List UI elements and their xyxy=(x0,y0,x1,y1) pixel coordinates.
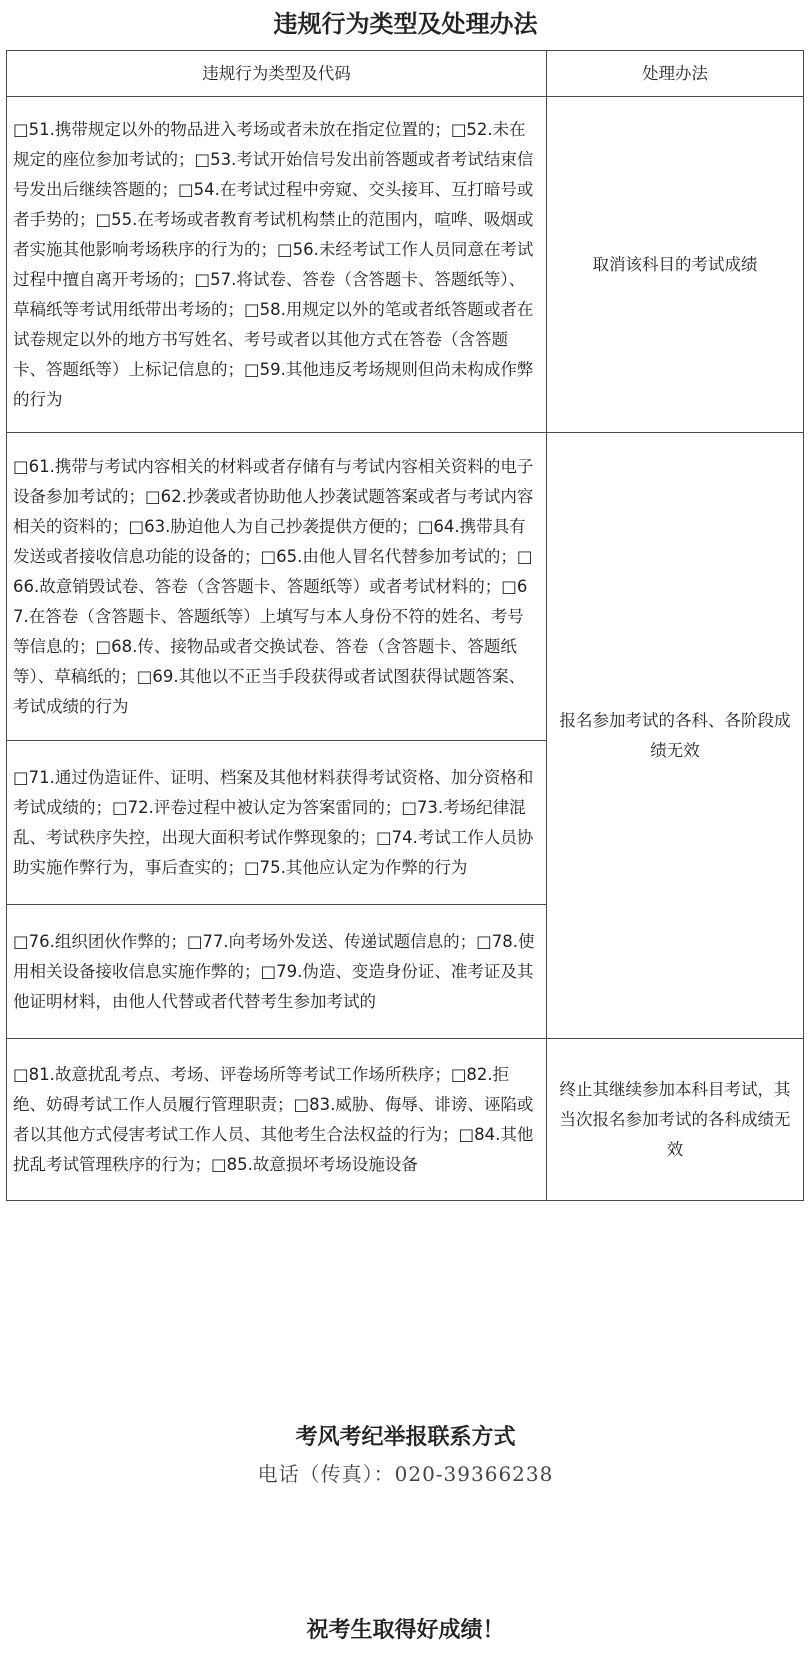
table-row xyxy=(7,97,804,433)
page-title: 违规行为类型及处理办法 xyxy=(273,10,538,38)
violation-types-cell: □51.携带规定以外的物品进入考场或者未放在指定位置的；□52.未在规定的座位参加考试的；□53.考试开始信号发出前答题或者考试结束信号发出后继续答题的；□54.在考试过程中旁窥、交头接耳、互打暗号或者手势的；□55.在考场或者教育考试机构禁止的范围内，喧哗、吸烟或者实施其他影响考场秩序的行为的；□56.未经考试工作人员同意在考试过程中擅自离开考场的；□57.将试卷、答卷（含答题卡、答题纸等）、草稿纸等考试用纸带出考场的；□58.用规定以外的笔或者纸答题或者在试卷规定以外的地方书写姓名、考号或者以其他方式在答卷（含答题卡、答题纸等）上标记信息的；□59.其他违反考场规则但尚未构成作弊的行为 xyxy=(7,97,547,433)
violation-types-cell: □76.组织团伙作弊的；□77.向考场外发送、传递试题信息的；□78.使用相关设备接收信息实施作弊的；□79.伪造、变造身份证、准考证及其他证明材料，由他人代替或者代替考生参加考试的 xyxy=(7,905,547,1039)
treatment-cell: 取消该科目的考试成绩 xyxy=(547,97,804,433)
header-treatment: 处理办法 xyxy=(547,51,804,97)
table-row xyxy=(7,433,804,741)
closing-message: 祝考生取得好成绩！ xyxy=(306,1618,505,1643)
treatment-cell: 报名参加考试的各科、各阶段成绩无效 xyxy=(547,433,804,1039)
table-header-row xyxy=(7,51,804,97)
violation-types-cell: □81.故意扰乱考点、考场、评卷场所等考试工作场所秩序；□82.拒绝、妨碍考试工作人员履行管理职责；□83.威胁、侮辱、诽谤、诬陷或者以其他方式侵害考试工作人员、其他考生合法权益的行为；□84.其他扰乱考试管理秩序的行为；□85.故意损坏考场设施设备 xyxy=(7,1039,547,1201)
contact-phone: 电话（传真）：020-39366238 xyxy=(257,1462,554,1486)
treatment-cell: 终止其继续参加本科目考试，其当次报名参加考试的各科成绩无效 xyxy=(547,1039,804,1201)
violation-types-cell: □71.通过伪造证件、证明、档案及其他材料获得考试资格、加分资格和考试成绩的；□72.评卷过程中被认定为答案雷同的；□73.考场纪律混乱、考试秩序失控，出现大面积考试作弊现象的；□74.考试工作人员协助实施作弊行为，事后查实的；□75.其他应认定为作弊的行为 xyxy=(7,741,547,905)
contact-title: 考风考纪举报联系方式 xyxy=(295,1425,516,1450)
table-row xyxy=(7,1039,804,1201)
violation-table xyxy=(6,50,804,1201)
header-violation-types: 违规行为类型及代码 xyxy=(7,51,547,97)
violation-types-cell: □61.携带与考试内容相关的材料或者存储有与考试内容相关资料的电子设备参加考试的；□62.抄袭或者协助他人抄袭试题答案或者与考试内容相关的资料的；□63.胁迫他人为自己抄袭提供方便的；□64.携带具有发送或者接收信息功能的设备的；□65.由他人冒名代替参加考试的；□66.故意销毁试卷、答卷（含答题卡、答题纸等）或者考试材料的；□67.在答卷（含答题卡、答题纸等）上填写与本人身份不符的姓名、考号等信息的；□68.传、接物品或者交换试卷、答卷（含答题卡、答题纸等）、草稿纸的；□69.其他以不正当手段获得或者试图获得试题答案、考试成绩的行为 xyxy=(7,433,547,741)
